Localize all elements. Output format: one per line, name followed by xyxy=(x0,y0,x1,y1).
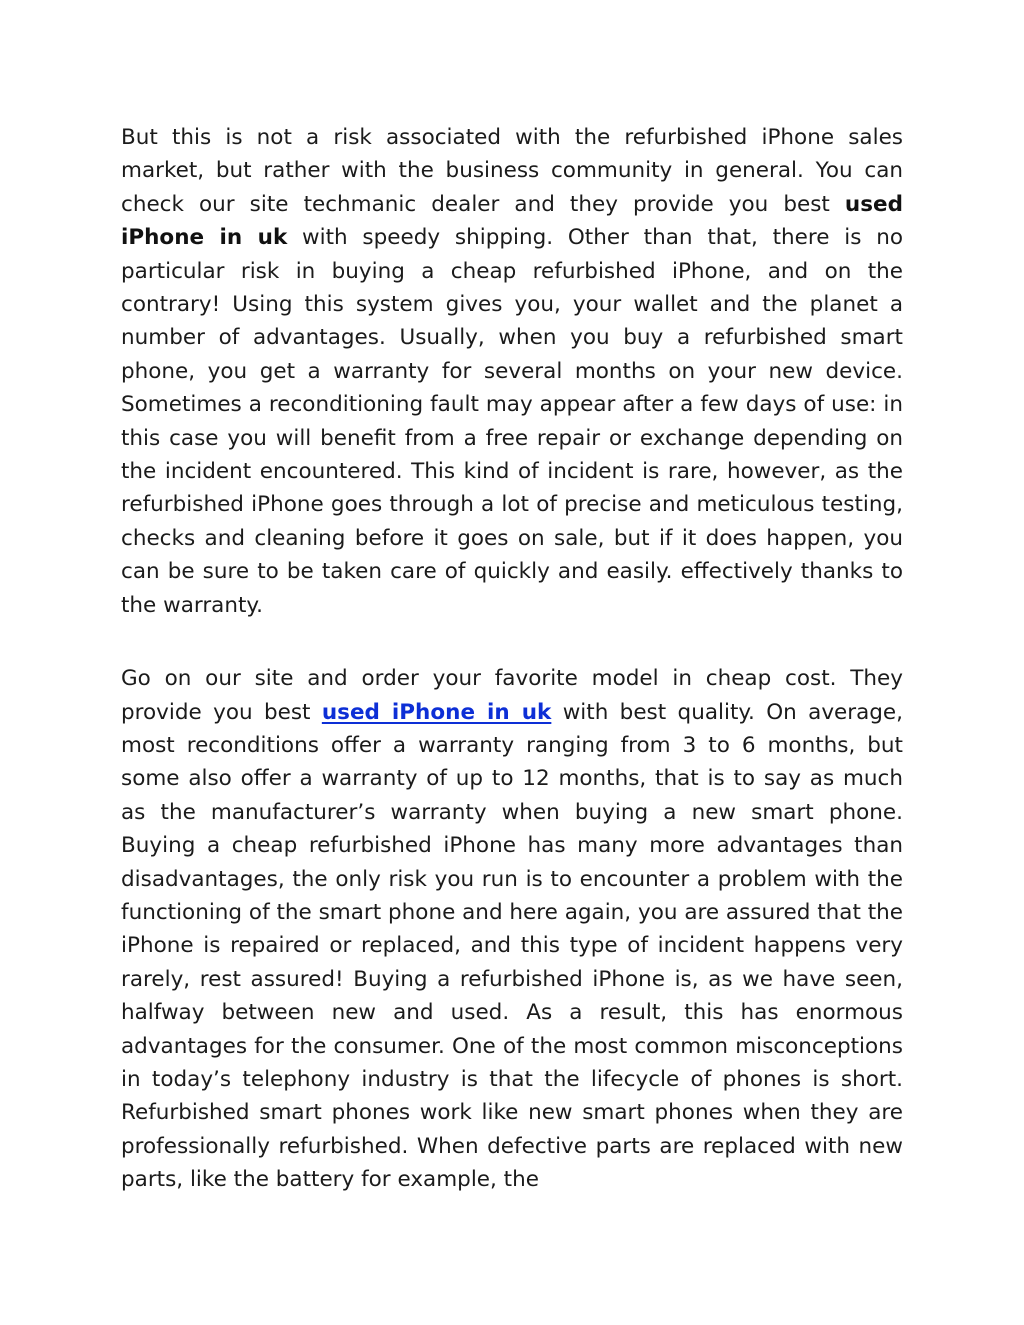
paragraph-1 xyxy=(121,121,903,622)
paragraph-1-text-before: But this is not a risk associated with the refurbished iPhone sales market, but rather with the business community in general. You can check our site techmanic dealer and they provide you best xyxy=(121,125,903,217)
paragraph-2-text-before: Go on our site and order your favorite model in cheap cost. They provide you best xyxy=(121,666,903,725)
paragraph-2-text-after: with best quality. On average, most reconditions offer a warranty ranging from 3 to 6 months, but some also offer a warranty of up to 12 months, that is to say as much as the manufacturer’s warranty when buying a new smart phone. Buying a cheap refurbished iPhone has many more advantages than disadvantages, the only risk you run is to encounter a problem with the functioning of the smart phone and here again, you are assured that the iPhone is repaired or replaced, and this type of incident happens very rarely, rest assured! Buying a refurbished iPhone is, as we have seen, halfway between new and used. As a result, this has enormous advantages for the consumer. One of the most common misconceptions in today’s telephony industry is that the lifecycle of phones is short. Refurbished smart phones work like new smart phones when they are professionally refurbished. When defective parts are replaced with new parts, like the battery for example, the xyxy=(121,699,903,1193)
paragraph-2 xyxy=(121,662,903,1197)
used-iphone-link[interactable]: used iPhone in uk xyxy=(321,699,552,725)
document-body xyxy=(121,121,903,1197)
bold-keyword: used iPhone in uk xyxy=(121,191,903,251)
paragraph-1-text-after: with speedy shipping. Other than that, there is no particular risk in buying a cheap refurbished iPhone, and on the contrary! Using this system gives you, your wallet and the planet a number of advantages. Usually, when you buy a refurbished smart phone, you get a warranty for several months on your new device. Sometimes a reconditioning fault may appear after a few days of use: in this case you will benefit from a free repair or exchange depending on the incident encountered. This kind of incident is rare, however, as the refurbished iPhone goes through a lot of precise and meticulous testing, checks and cleaning before it goes on sale, but if it does happen, you can be sure to be taken care of quickly and easily. effectively thanks to the warranty. xyxy=(121,225,903,618)
